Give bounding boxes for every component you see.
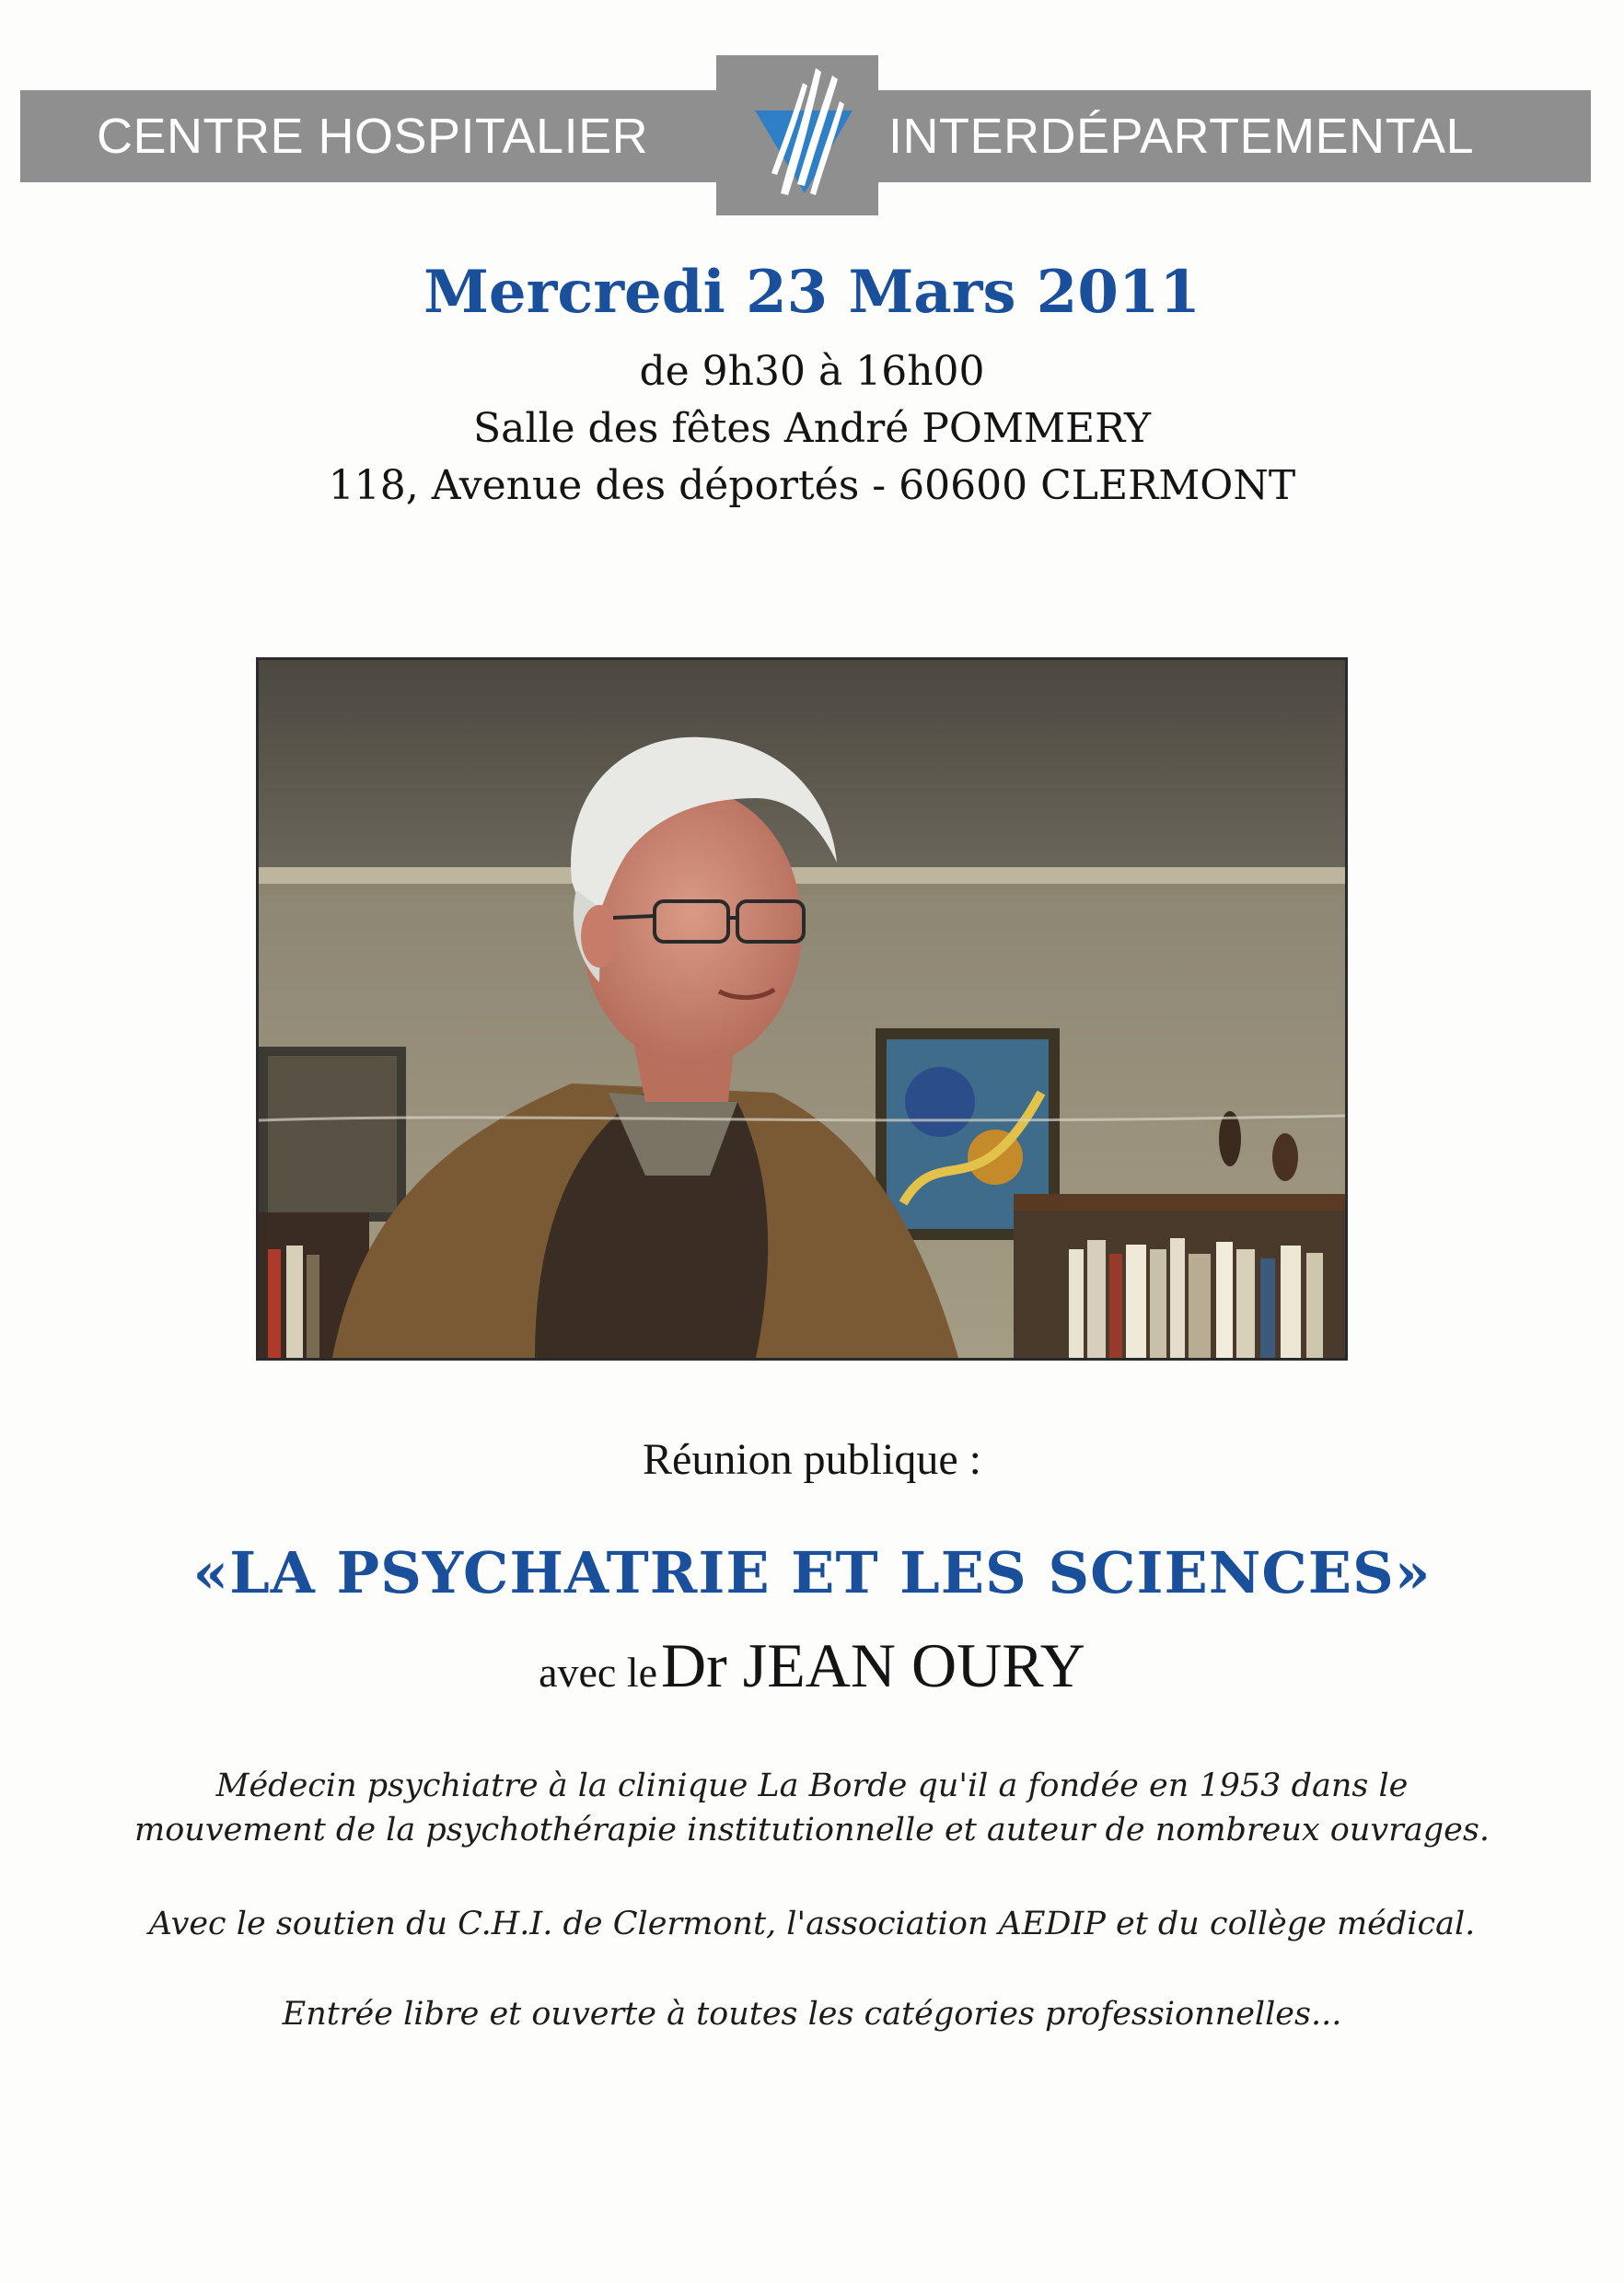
meeting-label: Réunion publique : [643, 1435, 981, 1484]
entry-statement: Entrée libre et ouverte à toutes les catégories professionnelles... [282, 1996, 1342, 2033]
description-line-1: Médecin psychiatre à la clinique La Borde qu'il a fondée en 1953 dans le [215, 1767, 1409, 1804]
portrait-photo [256, 657, 1348, 1361]
header-right-text: INTERDÉPARTEMENTAL [888, 109, 1475, 164]
meeting-title: «LA PSYCHATRIE ET LES SCIENCES» [192, 1539, 1432, 1606]
support-statement: Avec le soutien du C.H.I. de Clermont, l'association AEDIP et du collège médical. [148, 1906, 1476, 1942]
speaker-prefix: avec le [539, 1649, 658, 1696]
speaker-name: Dr JEAN OURY [661, 1630, 1085, 1700]
event-address: 118, Avenue des déportés - 60600 CLERMONT [328, 462, 1296, 509]
event-venue: Salle des fêtes André POMMERY [473, 405, 1151, 452]
speaker-line [0, 1629, 1624, 1702]
event-date: Mercredi 23 Mars 2011 [423, 258, 1201, 327]
event-time: de 9h30 à 16h00 [639, 348, 985, 395]
header-left-text: CENTRE HOSPITALIER [97, 109, 649, 164]
hospital-logo-icon [716, 55, 878, 215]
description-line-2: mouvement de la psychothérapie institutionnelle et auteur de nombreux ouvrages. [134, 1812, 1490, 1848]
